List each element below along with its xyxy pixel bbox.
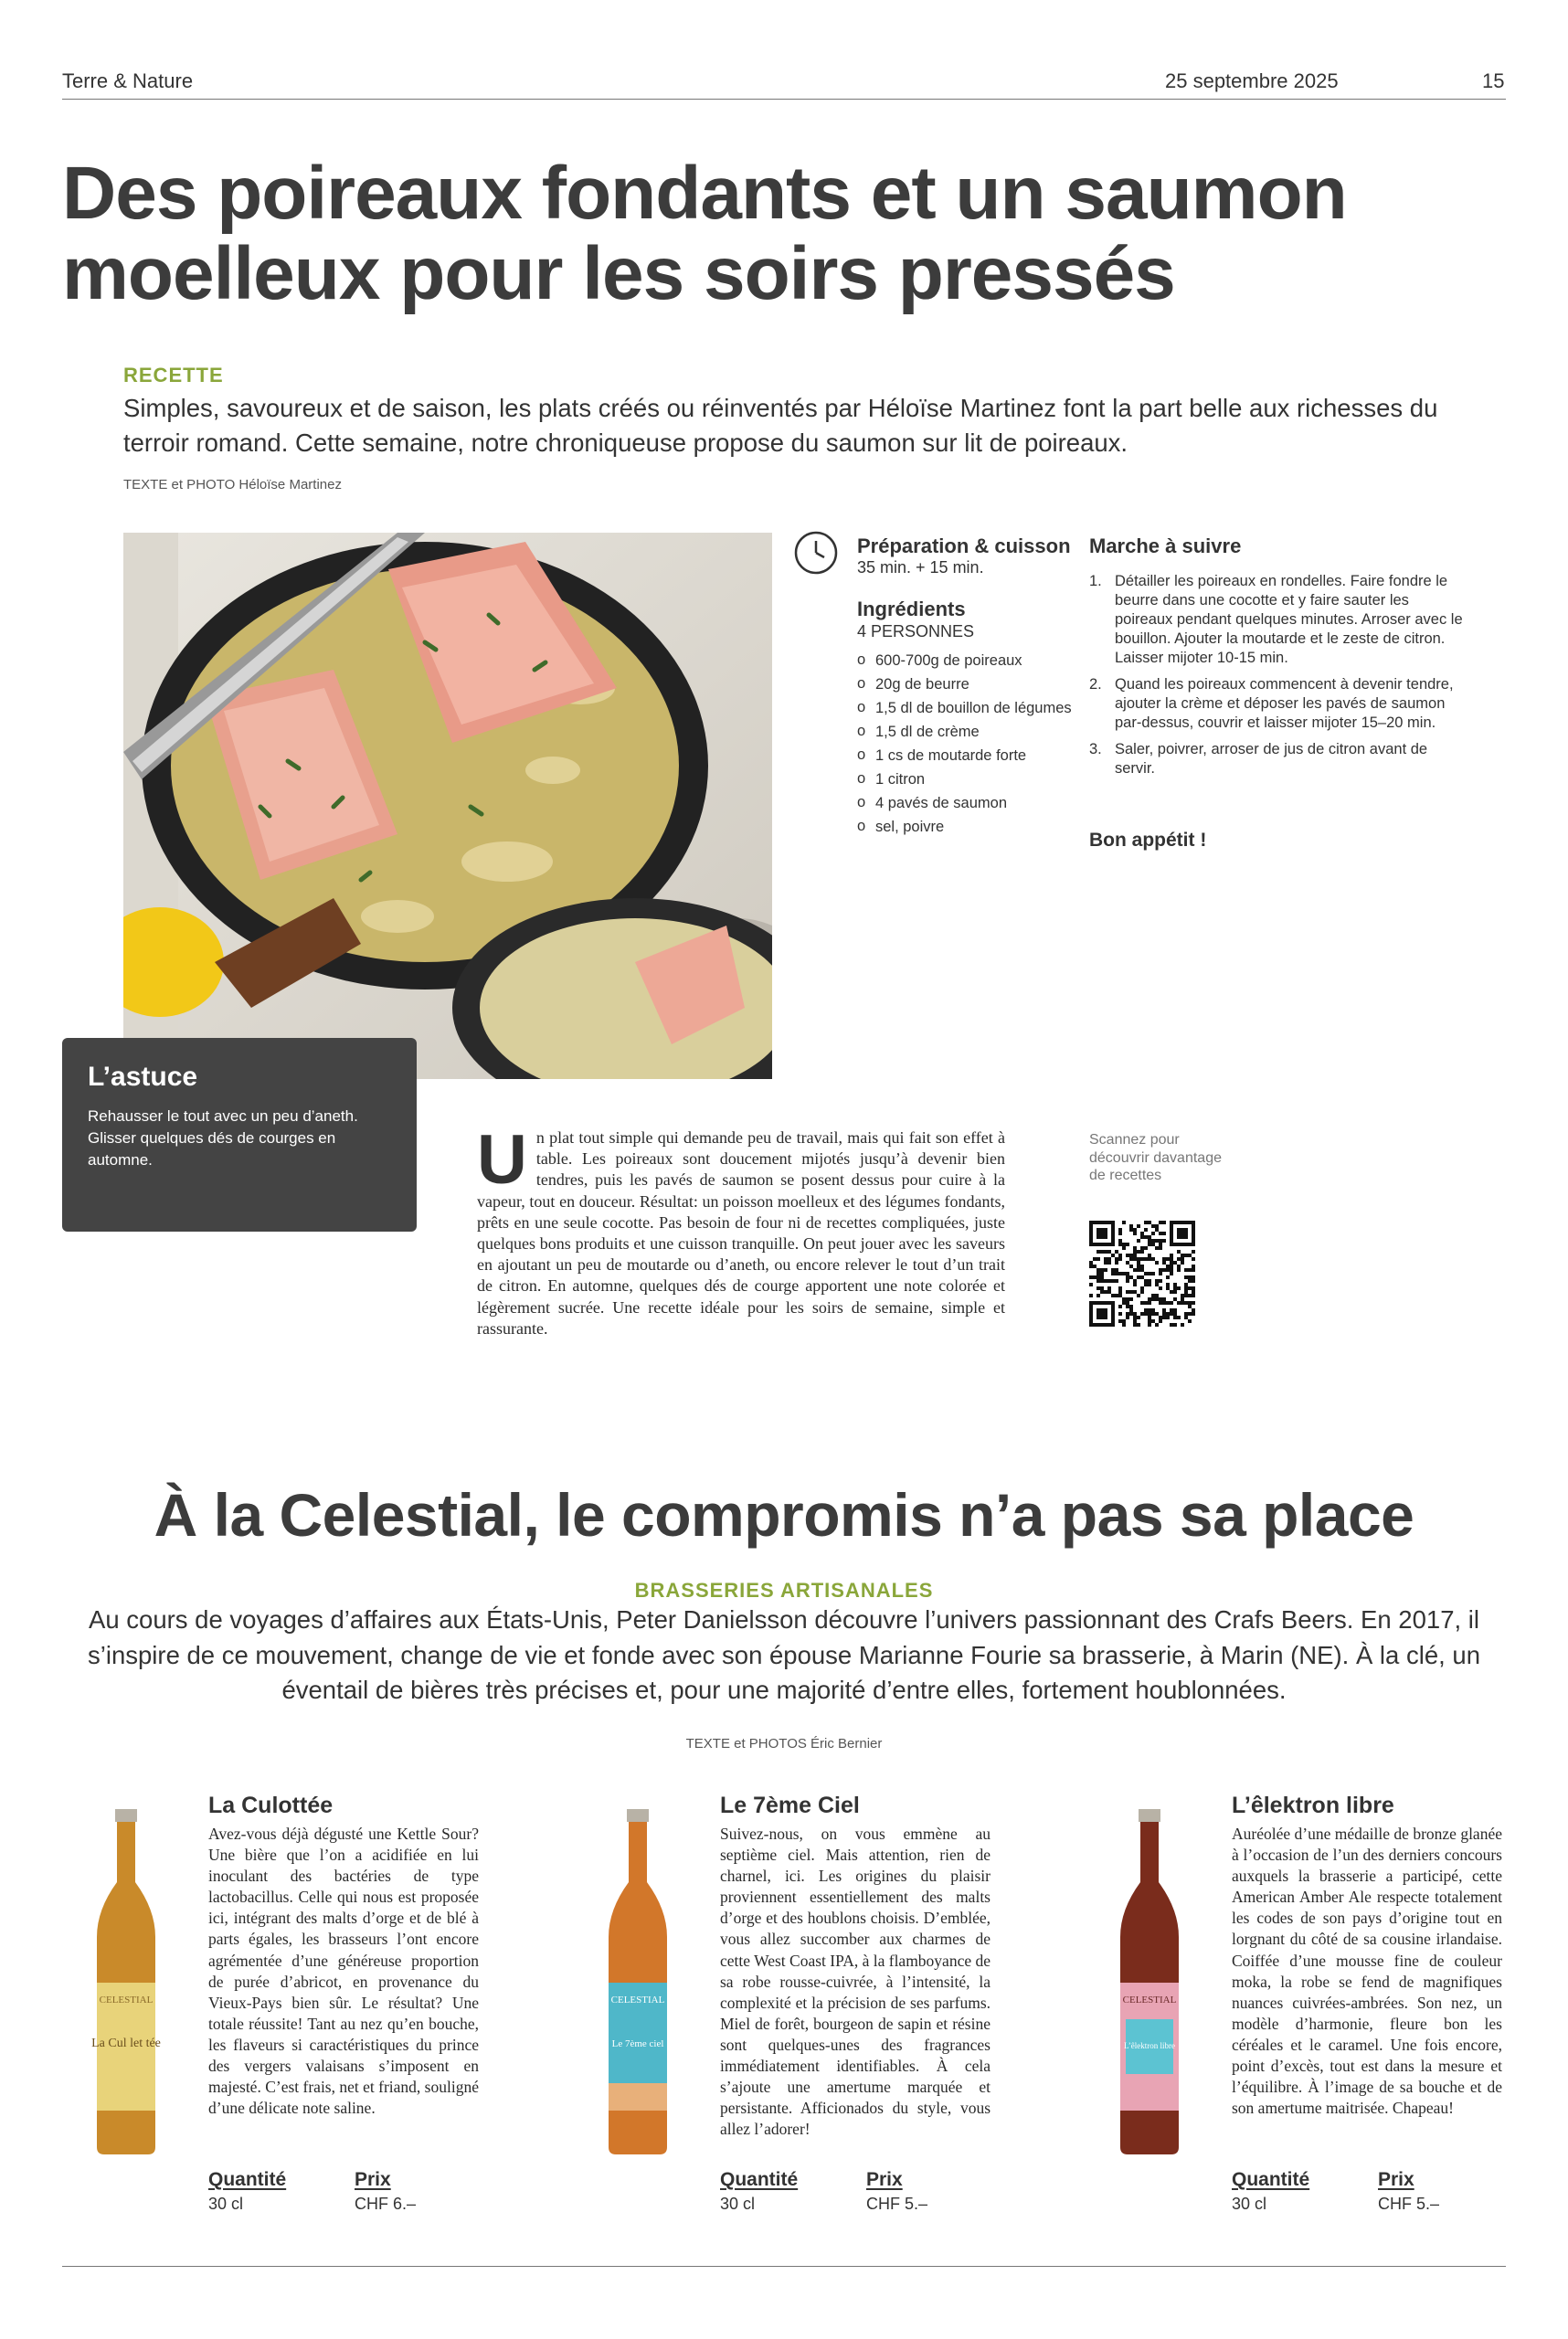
article-credit: TEXTE et PHOTO Héloïse Martinez <box>123 477 342 492</box>
article-title: Des poireaux fondants et un saumon moelleux pour les soirs pressés <box>62 152 1347 315</box>
issue-date: 25 septembre 2025 <box>1165 69 1339 92</box>
closing-line: Bon appétit ! <box>1089 830 1207 851</box>
step-text: Quand les poireaux commencent à devenir tendre, ajouter la crème et déposer les pavés de saumon par-dessus, couvrir et laisser mijoter 15–20 min. <box>1115 676 1454 731</box>
beer-bottle-image <box>592 1809 683 2161</box>
servings: 4 PERSONNES <box>857 622 975 640</box>
publication-brand: Terre & Nature <box>62 69 194 92</box>
bottle-brand: CELESTIAL <box>610 1995 665 2006</box>
qr-code[interactable] <box>1089 1221 1195 1327</box>
bottle-brand: CELESTIAL <box>1122 1995 1177 2006</box>
steps-list <box>1089 572 1464 786</box>
ingredient-item: o 1,5 dl de bouillon de légumes <box>857 698 1086 718</box>
drop-cap: U <box>477 1121 527 1199</box>
price-label: Prix <box>355 2169 391 2190</box>
scan-caption: Scannez pour découvrir davantage de recettes <box>1089 1132 1222 1183</box>
step-item <box>1089 572 1464 668</box>
price-value: CHF 6.– <box>355 2195 417 2213</box>
ingredients-title: Ingrédients <box>857 598 966 620</box>
header-rule <box>62 99 1506 100</box>
beer-description: Avez-vous déjà dégusté une Kettle Sour? Une bière que l’on a acidifiée en lui inoculant des bactéries de type lactobacillus. Celle qui nous est proposée ici, intégrant des malts d’orge et de blé à parts égales, les brasseurs l’ont encore agrémentée d’une généreuse proportion de purée d’abricot, en provenance du Vieux-Pays bien sûr. Le résultat? Une totale réussite! Tant au nez qu’en bouche, les flaveurs si caractéristiques du prince des vergers valaisans s’imposent en majesté. C’est frais, net et friand, souligné d’une délicate note saline. <box>208 1825 479 2118</box>
step-text: Saler, poivrer, arroser de jus de citron avant de servir. <box>1115 741 1428 777</box>
body-text: n plat tout simple qui demande peu de travail, mais qui fait son effet à table. Les poireaux sont doucement mijotés jusqu’à devenir bien tendres, puis les pavés de saumon se posent dessus pour cuire à la vapeur, tout en douceur. Résultat: un poisson moelleux et des légumes fondants, prêts en une seule cocotte. Pas besoin de four ni de recettes compliquées, juste quelques bons produits et une cuisson tranquille. On peut jouer avec les saveurs en ajoutant un peu de moutarde ou d’aneth, ou encore relever le tout d’un trait de citron. En automne, quelques dés de courge apportent une note colorée et légèrement sucrée. Une recette idéale pour les soirs de semaine, simple et rassurante. <box>477 1128 1005 1338</box>
article2-title: À la Celestial, le compromis n’a pas sa place <box>154 1481 1414 1549</box>
quantity-value: 30 cl <box>208 2195 244 2213</box>
ingredient-item: o sel, poivre <box>857 817 1086 837</box>
article-lead: Simples, savoureux et de saison, les plats créés ou réinventés par Héloïse Martinez font la part belle aux richesses du terroir romand. Cette semaine, notre chroniqueuse propose du saumon sur lit de poireaux. <box>123 394 1438 457</box>
quantity-value: 30 cl <box>720 2195 756 2213</box>
bottle-label: Le 7ème ciel <box>611 2038 664 2049</box>
tip-title: L’astuce <box>88 1062 198 1092</box>
quantity-label: Quantité <box>720 2169 799 2190</box>
beer-bottle-image <box>80 1809 172 2161</box>
beer-name: L’êlektron libre <box>1232 1793 1394 1818</box>
price-label: Prix <box>866 2169 903 2190</box>
step-item <box>1089 675 1464 733</box>
tip-box <box>62 1038 417 1232</box>
tip-text: Rehausser le tout avec un peu d’aneth. Glisser quelques dés de courges en automne. <box>88 1107 358 1169</box>
ingredient-item: o 1 cs de moutarde forte <box>857 746 1086 766</box>
beer-name: Le 7ème Ciel <box>720 1793 860 1818</box>
article2-credit: TEXTE et PHOTOS Éric Bernier <box>685 1736 883 1752</box>
clock-icon <box>793 530 839 580</box>
step-item <box>1089 740 1464 778</box>
prep-title: Préparation & cuisson <box>857 534 1071 557</box>
steps-title: Marche à suivre <box>1089 534 1242 557</box>
bottle-brand: CELESTIAL <box>99 1995 154 2006</box>
beer-bottle-image <box>1104 1809 1195 2161</box>
article2-lead: Au cours de voyages d’affaires aux États-Unis, Peter Danielsson découvre l’univers passionnant des Crafs Beers. En 2017, il s’inspire de ce mouvement, change de vie et fonde avec son épouse Marianne Fourie sa brasserie, à Marin (NE). À la clé, un éventail de bières très précises et, pour une majorité d’entre elles, fortement houblonnées. <box>88 1605 1480 1704</box>
ingredients-list <box>857 651 1086 841</box>
step-number: 3. <box>1089 741 1102 757</box>
step-text: Détailler les poireaux en rondelles. Faire fondre le beurre dans une cocotte et y faire sauter les poireaux pendant quelques minutes. Arroser avec le bouillon. Ajouter la moutarde et le zeste de citron. Laisser mijoter 10-15 min. <box>1115 573 1463 666</box>
page-number: 15 <box>1482 69 1505 92</box>
step-number: 1. <box>1089 573 1102 589</box>
footer-rule <box>62 2266 1506 2267</box>
ingredient-item: o 600-700g de poireaux <box>857 651 1086 671</box>
ingredient-item: o 4 pavés de saumon <box>857 793 1086 813</box>
beer-description: Suivez-nous, on vous emmène au septième ciel. Mais attention, rien de charnel, ici. Les origines du plaisir proviennent essentiellement des malts d’orge et des houblons choisis. D’emblée, vous allez succomber aux charmes de cette West Coast IPA, à la flamboyance de sa robe rousse-cuivrée, à l’intensité, la complexité et la précision de ses parfums. Miel de forêt, bourgeon de sapin et résine sont quelques-unes des fragrances immédiatement identifiables. À cela s’ajoute une amertume marquée et persistante. Afficionados du style, vous allez l’adorer! <box>720 1825 991 2139</box>
ingredient-item: o 1 citron <box>857 769 1086 789</box>
price-value: CHF 5.– <box>866 2195 928 2213</box>
ingredient-item: o 20g de beurre <box>857 674 1086 694</box>
price-value: CHF 5.– <box>1378 2195 1440 2213</box>
quantity-label: Quantité <box>208 2169 287 2190</box>
ingredient-item: o 1,5 dl de crème <box>857 722 1086 742</box>
beer-description: Auréolée d’une médaille de bronze glanée à l’occasion de l’un des derniers concours auxquels la brasserie a participé, cette American Amber Ale respecte totalement les codes de son pays d’origine tout en lorgnant du côté de sa cousine irlandaise. Coiffée d’une mousse fine de couleur moka, la robe se fend de magnifiques nuances cuivrées-ambrées. Son nez, un modèle d’harmonie, fleure bon les céréales et le caramel. Une fois encore, point d’excès, tout est dans la mesure et l’équilibre. À l’image de sa bouche et de son amertume maitrisée. Chapeau! <box>1232 1825 1502 2118</box>
prep-time: 35 min. + 15 min. <box>857 558 984 577</box>
beer-name: La Culottée <box>208 1793 334 1818</box>
bottle-label: L’êlektron libre <box>1124 2041 1175 2050</box>
quantity-label: Quantité <box>1232 2169 1310 2190</box>
price-label: Prix <box>1378 2169 1414 2190</box>
article-body <box>477 1121 1005 1339</box>
article2-kicker: BRASSERIES ARTISANALES <box>634 1579 934 1602</box>
quantity-value: 30 cl <box>1232 2195 1267 2213</box>
recipe-photo <box>123 533 772 1079</box>
step-number: 2. <box>1089 676 1102 693</box>
article-kicker: RECETTE <box>123 364 224 386</box>
bottle-label: La Cul let tée <box>91 2037 161 2050</box>
